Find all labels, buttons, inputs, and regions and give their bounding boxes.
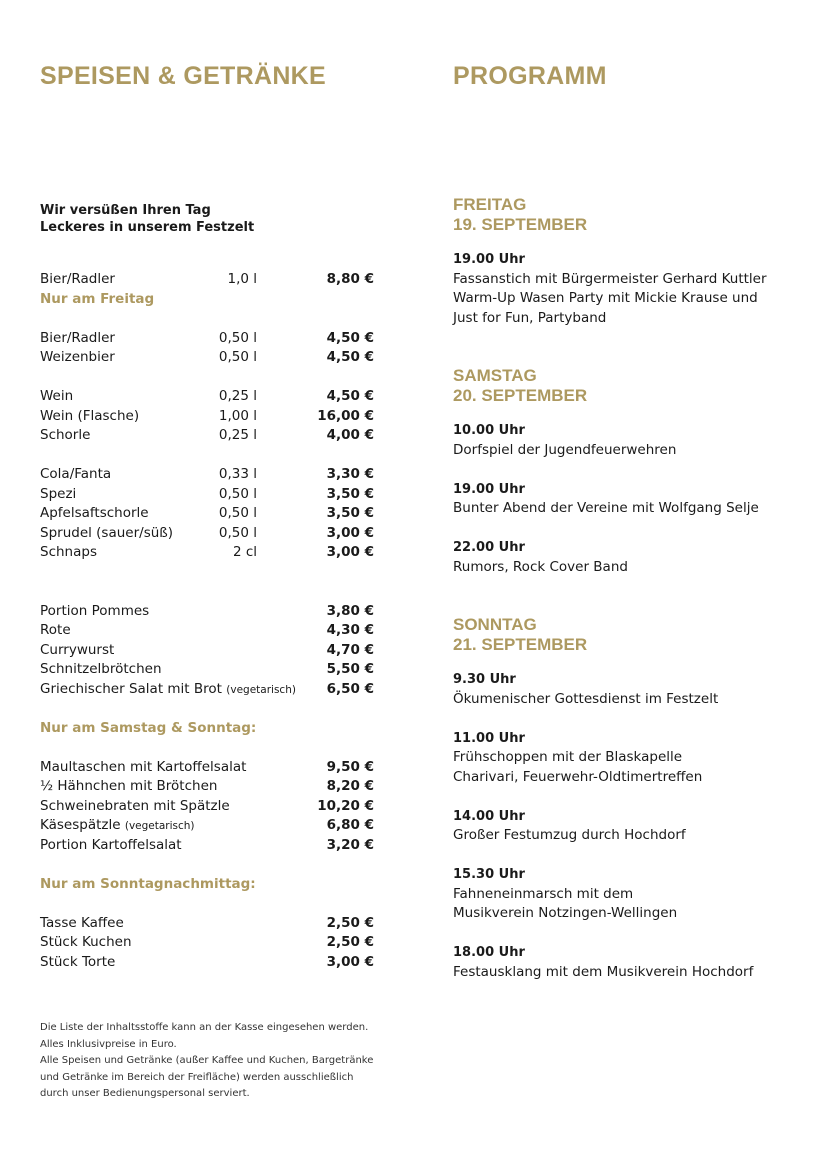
menu-row [40,953,380,973]
item-qty: 0,50 l [218,505,257,521]
item-name: Wein [40,388,74,404]
menu-row [40,426,380,446]
event-time: 14.00 Uhr [453,808,525,824]
item-price: 3,00 € [326,953,374,970]
item-price: 8,80 € [326,271,374,287]
event-desc: Musikverein Notzingen-Wellingen [453,905,678,921]
item-name: Schnitzelbrötchen [40,661,162,677]
day-name: SAMSTAG [453,366,537,385]
menu-row [40,543,380,563]
menu-row [40,816,380,836]
item-price: 6,50 € [326,680,374,697]
item-name: Schweinebraten mit Spätzle [40,797,230,814]
program-event [453,250,793,328]
menu-row [40,407,380,427]
program-event [453,729,793,788]
event-desc: Rumors, Rock Cover Band [453,558,628,575]
item-qty: 0,50 l [218,329,257,346]
item-name: Apfelsaftschorle [40,505,149,521]
event-desc: Fassanstich mit Bürgermeister Gerhard Kuttler [453,270,767,287]
event-desc: Frühschoppen mit der Blaskapelle [453,749,683,765]
item-name: Stück Torte [40,953,116,970]
event-time: 22.00 Uhr [453,540,525,555]
menu-row [40,836,380,856]
menu-row [40,329,380,349]
menu-row [40,933,380,953]
item-price: 2,50 € [326,914,374,931]
item-name: Cola/Fanta [40,466,112,482]
footer-line: Alle Speisen und Getränke (außer Kaffee und Kuchen, Bargetränke [40,1055,374,1066]
menu-row [40,621,380,641]
menu-row [40,485,380,505]
item-price: 2,50 € [326,934,374,950]
item-price: 3,30 € [326,466,374,482]
menu-row [40,387,380,407]
menu-footer [40,1020,390,1103]
item-name: Tasse Kaffee [40,914,124,931]
item-qty: 2 cl [232,544,257,560]
event-time: 18.00 Uhr [453,945,525,960]
event-desc: Charivari, Feuerwehr-Oldtimertreffen [453,768,703,785]
day-date: 20. SEPTEMBER [453,386,588,405]
item-qty: 0,50 l [218,524,257,541]
event-desc: Fahneneinmarsch mit dem [453,885,634,902]
friday-note: Nur am Freitag [40,290,155,307]
menu-row [40,524,380,544]
item-name: ½ Hähnchen mit Brötchen [40,778,218,794]
program-event [453,421,793,460]
item-price: 4,70 € [326,641,374,658]
item-name: Currywurst [40,641,115,658]
menu-row [40,465,380,485]
program-event [453,670,793,709]
item-name: Schorle [40,427,91,443]
event-desc: Festausklang mit dem Musikverein Hochdorf [453,963,754,980]
item-price: 3,20 € [326,836,374,853]
item-price: 10,20 € [317,797,374,814]
footer-line: durch unser Bedienungspersonal serviert. [40,1088,250,1099]
program-event [453,480,793,519]
event-desc: Großer Festumzug durch Hochdorf [453,827,686,843]
program-event [453,943,793,982]
item-price: 6,80 € [326,817,374,833]
event-time: 9.30 Uhr [453,672,516,687]
menu-row [40,504,380,524]
menu-row [40,660,380,680]
event-time: 19.00 Uhr [453,481,525,497]
event-time: 19.00 Uhr [453,252,525,267]
item-name: Bier/Radler [40,271,115,287]
program-list [453,195,793,1020]
menu-row [40,758,380,778]
event-time: 11.00 Uhr [453,730,525,746]
menu-row [40,602,380,622]
item-name: Weizenbier [40,349,115,365]
item-name: Wein (Flasche) [40,407,140,424]
day-date: 21. SEPTEMBER [453,635,588,654]
sunday-note: Nur am Sonntagnachmittag: [40,875,256,892]
footer-line: und Getränke im Bereich der Freifläche) werden ausschließlich [40,1071,354,1083]
menu-row [40,348,380,368]
item-price: 8,20 € [326,778,374,794]
menu-row [40,797,380,817]
event-time: 15.30 Uhr [453,867,525,882]
item-name: Schnaps [40,544,97,560]
event-desc: Bunter Abend der Vereine mit Wolfgang Selje [453,500,759,516]
item-note: (vegetarisch) [226,683,296,696]
item-price: 4,50 € [326,349,374,365]
menu-list [40,270,380,972]
item-price: 3,50 € [326,505,374,521]
program-event [453,865,793,924]
item-name: Griechischer Salat mit Brot [40,680,222,697]
day-name: SONNTAG [453,615,537,634]
item-name: Maultaschen mit Kartoffelsalat [40,758,247,775]
item-qty: 1,00 l [218,407,257,424]
intro-line: Wir versüßen Ihren Tag [40,203,211,218]
item-name: Bier/Radler [40,329,115,346]
item-name: Portion Kartoffelsalat [40,836,182,853]
item-name: Stück Kuchen [40,934,132,950]
item-qty: 0,25 l [218,388,257,404]
item-qty: 0,50 l [218,485,257,502]
program-event [453,807,793,846]
footer-line: Die Liste der Inhaltsstoffe kann an der Kasse eingesehen werden. [40,1022,369,1033]
menu-row [40,914,380,934]
day-name: FREITAG [453,195,527,214]
event-desc: Dorfspiel der Jugendfeuerwehren [453,441,677,458]
event-desc: Warm-Up Wasen Party mit Mickie Krause und [453,290,758,306]
event-time: 10.00 Uhr [453,423,525,438]
menu-row [40,270,380,290]
item-price: 3,80 € [326,602,374,619]
item-name: Sprudel (sauer/süß) [40,524,174,541]
event-desc: Ökumenischer Gottesdienst im Festzelt [453,690,719,707]
menu-row [40,777,380,797]
program-event [453,538,793,577]
item-note: (vegetarisch) [124,820,195,832]
item-qty: 1,0 l [227,271,257,287]
day-sunday [453,615,793,982]
item-price: 3,50 € [326,485,374,502]
menu-title: SPEISEN & GETRÄNKE [40,62,327,90]
item-price: 9,50 € [326,758,374,775]
item-price: 3,00 € [326,524,374,541]
item-price: 4,30 € [326,622,374,638]
menu-intro [40,202,254,236]
item-price: 4,00 € [326,427,374,443]
item-qty: 0,33 l [218,466,257,482]
intro-line: Leckeres in unserem Festzelt [40,220,255,235]
weekend-note: Nur am Samstag & Sonntag: [40,719,257,736]
day-saturday [453,366,793,577]
item-price: 5,50 € [326,661,374,677]
event-desc: Just for Fun, Partyband [453,309,607,326]
item-name: Spezi [40,485,77,502]
item-price: 3,00 € [326,544,374,560]
item-name: Käsespätzle [40,817,121,833]
item-price: 16,00 € [317,407,374,424]
footer-line: Alles Inklusivpreise in Euro. [40,1038,177,1050]
program-title: PROGRAMM [453,62,607,90]
item-name: Rote [40,622,71,638]
menu-row [40,641,380,661]
day-date: 19. SEPTEMBER [453,215,588,234]
item-qty: 0,25 l [218,427,257,443]
item-qty: 0,50 l [218,349,257,365]
item-price: 4,50 € [326,388,374,404]
day-friday [453,195,793,328]
item-name: Portion Pommes [40,602,150,619]
menu-row [40,680,380,700]
item-price: 4,50 € [326,329,374,346]
